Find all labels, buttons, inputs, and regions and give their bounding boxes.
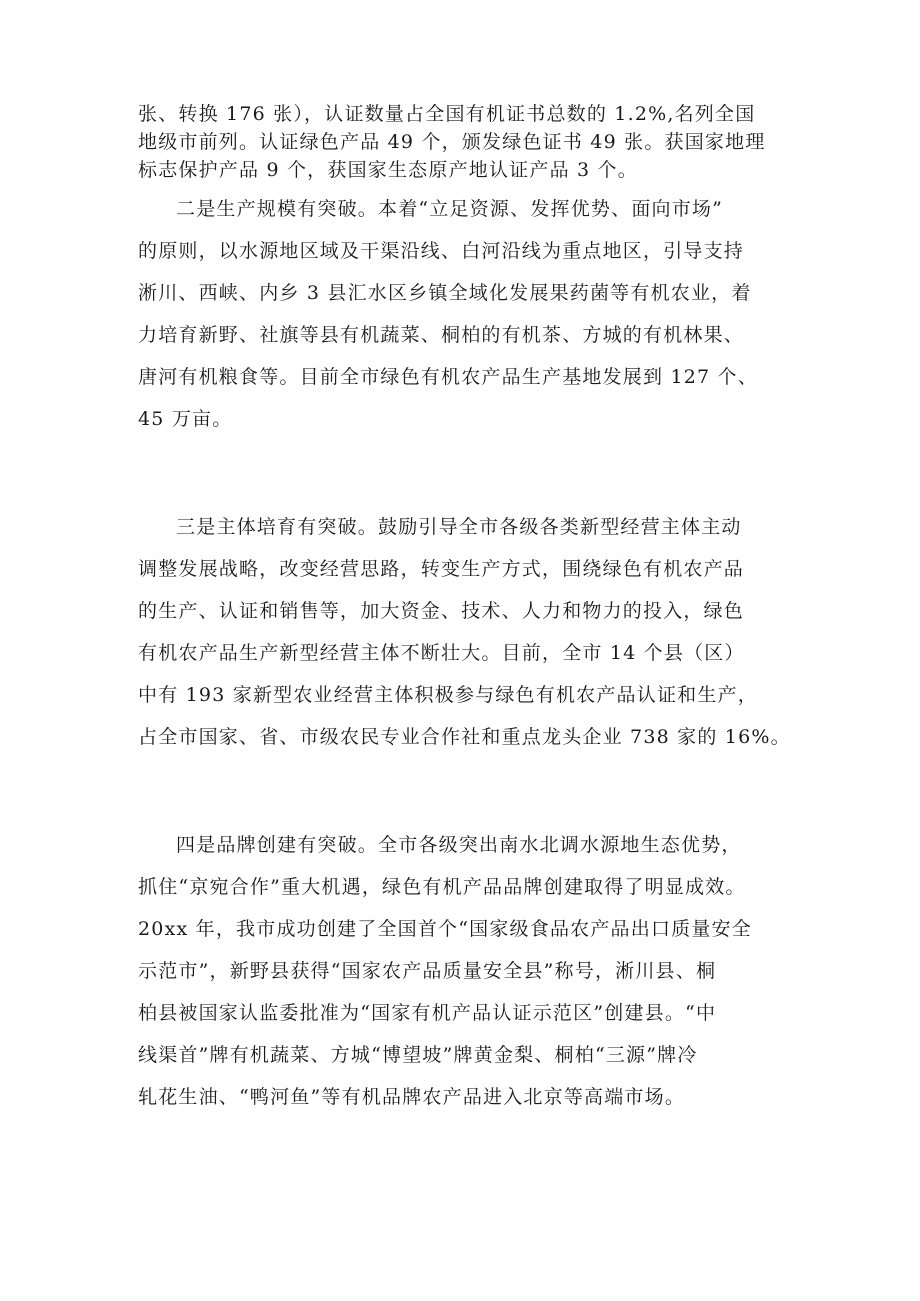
paragraph-brand-building bbox=[138, 824, 788, 1118]
text-line: 抓住“京宛合作”重大机遇，绿色有机产品品牌创建取得了明显成效。 bbox=[138, 876, 746, 898]
text-line: 二是生产规模有突破。本着“立足资源、发挥优势、面向市场” bbox=[176, 198, 724, 220]
text-line: 轧花生油、“鸭河鱼”等有机品牌农产品进入北京等高端市场。 bbox=[138, 1086, 686, 1108]
text-line: 20xx 年，我市成功创建了全国首个“国家级食品农产品出口质量安全 bbox=[138, 918, 752, 940]
paragraph-certification-summary bbox=[138, 100, 788, 184]
text-line: 力培育新野、社旗等县有机蔬菜、桐柏的有机茶、方城的有机林果、 bbox=[138, 324, 745, 346]
text-line: 的原则，以水源地区域及干渠沿线、白河沿线为重点地区，引导支持 bbox=[138, 240, 745, 262]
paragraph-entity-cultivation bbox=[138, 506, 791, 758]
text-line: 柏县被国家认监委批准为“国家有机产品认证示范区”创建县。“中 bbox=[138, 1002, 717, 1024]
text-line: 45 万亩。 bbox=[138, 408, 233, 430]
text-line: 地级市前列。认证绿色产品 49 个，颁发绿色证书 49 张。获国家地理 bbox=[138, 131, 766, 153]
text-line: 中有 193 家新型农业经营主体积极参与绿色有机农产品认证和生产， bbox=[138, 684, 758, 706]
text-line: 标志保护产品 9 个，获国家生态原产地认证产品 3 个。 bbox=[138, 159, 638, 181]
text-line: 线渠首”牌有机蔬菜、方城“博望坡”牌黄金梨、桐柏“三源”牌冷 bbox=[138, 1044, 698, 1066]
text-line: 张、转换 176 张），认证数量占全国有机证书总数的 1.2%,名列全国 bbox=[138, 103, 756, 125]
text-line: 三是主体培育有突破。鼓励引导全市各级各类新型经营主体主动 bbox=[176, 516, 742, 538]
text-line: 调整发展战略，改变经营思路，转变生产方式，围绕绿色有机农产品 bbox=[138, 558, 745, 580]
text-line: 四是品牌创建有突破。全市各级突出南水北调水源地生态优势， bbox=[176, 834, 742, 856]
text-line: 占全市国家、省、市级农民专业合作社和重点龙头企业 738 家的 16%。 bbox=[138, 726, 791, 748]
paragraph-production-scale bbox=[138, 188, 788, 440]
text-line: 示范市”，新野县获得“国家农产品质量安全县”称号，淅川县、桐 bbox=[138, 960, 717, 982]
text-line: 的生产、认证和销售等，加大资金、技术、人力和物力的投入，绿色 bbox=[138, 600, 745, 622]
text-line: 有机农产品生产新型经营主体不断壮大。目前，全市 14 个县（区） bbox=[138, 642, 745, 664]
text-line: 唐河有机粮食等。目前全市绿色有机农产品生产基地发展到 127 个、 bbox=[138, 366, 758, 388]
text-line: 淅川、西峡、内乡 3 县汇水区乡镇全域化发展果药菌等有机农业，着 bbox=[138, 282, 752, 304]
